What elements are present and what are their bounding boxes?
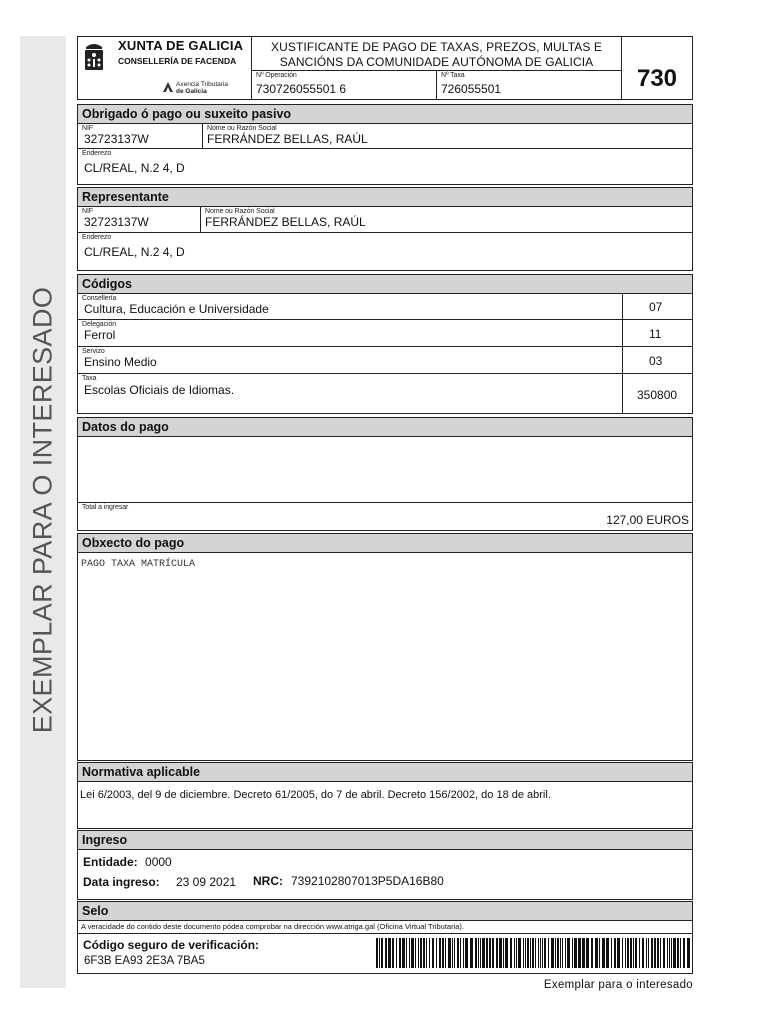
barcode-bar [460,938,461,968]
representante-nif-field: NIF 32723137W [77,207,201,233]
barcode-bar [680,938,681,968]
barcode-bar [445,938,446,968]
code-row-servizo: Servizo Ensino Medio 03 [77,347,693,374]
nrc-value: 7392102807013P5DA16B80 [291,874,444,888]
barcode-bar [381,938,383,968]
barcode-bar [475,938,477,968]
title-cell [252,36,622,100]
barcode-bar [470,938,473,968]
barcode-bar [385,938,387,968]
obligado-name-field: Nome ou Razón Social FERRÁNDEZ BELLAS, RAÚL [203,124,693,149]
barcode-bar [557,938,559,968]
verification-box: Código seguro de verificación: 6F3B EA93 2E3A 7BA5 [77,934,693,974]
barcode-bar [415,938,416,968]
barcode-bar [418,938,419,968]
barcode-bar [379,938,380,968]
barcode-bar [411,938,414,968]
galicia-crest-icon [82,39,106,75]
barcode-bar [635,938,637,968]
barcode-bar [657,938,659,968]
copy-label: Exemplar para o interesado [543,979,693,991]
total-amount: 127,00 EUROS [606,513,689,527]
barcode-bar [514,938,515,968]
barcode-bar [530,938,531,968]
agency-logo-icon [162,81,174,93]
barcode-bar [642,938,644,968]
side-label: EXEMPLAR PARA O INTERESADO [27,286,58,734]
barcode-bar [572,938,573,968]
logo-cell [77,36,252,100]
barcode-bar [426,938,427,968]
barcode-bar [551,938,554,968]
barcode-bar [654,938,656,968]
barcode-bar [454,938,455,968]
barcode-bar [486,938,488,968]
regulation-box [77,782,693,829]
barcode-bar [402,938,405,968]
barcode-bar [376,938,378,968]
verification-code: 6F3B EA93 2E3A 7BA5 [84,955,205,967]
deposit-box: Entidade: 0000 Data ingreso: 23 09 2021 NRC: 7392102807013P5DA16B80 [77,850,693,900]
barcode-bar [673,938,676,968]
section-heading-datos-pago: Datos do pago [77,417,693,437]
barcode-bar [489,938,491,968]
barcode-bar [578,938,581,968]
barcode-bar [538,938,539,968]
barcode-bar [663,938,665,968]
barcode-bar [496,938,498,968]
barcode-bar [525,938,526,968]
barcode-bar [544,938,546,968]
barcode-bar [482,938,485,968]
barcode-bar [574,938,577,968]
entity-value: 0000 [145,855,172,869]
barcode-bar [527,938,529,968]
barcode-bar [671,938,672,968]
barcode-bar [406,938,407,968]
barcode-bar [599,938,600,968]
barcode-bar [627,938,629,968]
barcode-bar [503,938,504,968]
barcode-bar [448,938,451,968]
barcode-bar [667,938,668,968]
barcode-bar [683,938,685,968]
section-heading-obligado: Obrigado ó pago ou suxeito pasivo [77,104,693,124]
code-row-taxa: Taxa Escolas Oficiais de Idiomas. 350800 [77,374,693,414]
barcode-bar [560,938,561,968]
payment-purpose-text: PAGO TAXA MATRÍCULA [81,559,196,570]
section-heading-ingreso: Ingreso [77,830,693,850]
barcode-bar [436,938,437,968]
barcode-bar [499,938,502,968]
barcode-bar [510,938,512,968]
org-name: XUNTA DE GALICIA [118,38,244,53]
barcode-bar [392,938,394,968]
verification-note: A veracidade do contido deste documento pódea comprobar na dirección www.atriga.gal (Oficina Virtual Tributaria). [77,921,693,934]
barcode-bar [420,938,422,968]
barcode-bar [388,938,391,968]
barcode-bar [442,938,444,968]
barcode-bar [648,938,649,968]
payment-purpose-box [77,553,693,761]
tax-number-field: Nº Taxa 726055501 [436,71,621,99]
barcode-bar [505,938,508,968]
form-number: 730 [622,36,693,100]
barcode-bar [423,938,425,968]
obligado-nif-field: NIF 32723137W [77,124,203,149]
representante-address-field: Enderezo CL/REAL, N.2 4, D [77,233,693,271]
barcode-bar [602,938,605,968]
department-name: CONSELLERÍA DE FACENDA [118,56,237,66]
barcode-bar [492,938,494,968]
barcode-bar [518,938,521,968]
operation-row [252,71,621,99]
code-row-conselleria: Consellería Cultura, Educación e Universidade 07 [77,294,693,320]
barcode-bar [586,938,589,968]
barcode-bar [452,938,453,968]
deposit-date: 23 09 2021 [176,875,237,889]
barcode-bar [677,938,679,968]
barcode-bar [432,938,434,968]
barcode-bar [439,938,441,968]
barcode-bar [429,938,430,968]
barcode-bar [625,938,626,968]
barcode-bar [399,938,401,968]
barcode-bar [614,938,616,968]
barcode-bar [478,938,479,968]
barcode-bar [606,938,609,968]
barcode-bar [687,938,690,968]
barcode-bar [532,938,534,968]
barcode-bar [591,938,593,968]
barcode-bar [409,938,410,968]
barcode-bar [622,938,623,968]
total-field: Total a ingresar 127,00 EUROS [77,503,693,531]
barcode-icon [376,938,690,968]
barcode-bar [617,938,620,968]
barcode-bar [562,938,563,968]
barcode-bar [669,938,670,968]
barcode-bar [548,938,549,968]
section-heading-representante: Representante [77,187,693,207]
barcode-bar [660,938,661,968]
regulation-text: Lei 6/2003, del 9 de diciembre. Decreto 61/2005, do 7 de abril. Decreto 156/2002, do 18 de abril. [80,789,551,801]
barcode-bar [565,938,566,968]
barcode-bar [542,938,543,968]
section-heading-normativa: Normativa aplicable [77,762,693,782]
barcode-bar [396,938,397,968]
barcode-bar [516,938,517,968]
barcode-bar [523,938,524,968]
barcode-bar [646,938,647,968]
barcode-bar [633,938,634,968]
barcode-bar [582,938,585,968]
barcode-bar [639,938,640,968]
form-header [77,36,693,100]
barcode-bar [595,938,598,968]
code-row-delegacion: Delegación Ferrol 11 [77,320,693,347]
barcode-bar [567,938,570,968]
section-heading-obxecto: Obxecto do pago [77,533,693,553]
obligado-address-field: Enderezo CL/REAL, N.2 4, D [77,149,693,185]
barcode-bar [535,938,536,968]
barcode-bar [457,938,459,968]
payment-form [77,36,693,991]
barcode-bar [630,938,632,968]
operation-number-field: Nº Operación 730726055501 6 [252,71,436,99]
barcode-bar [480,938,481,968]
barcode-bar [611,938,612,968]
section-heading-selo: Selo [77,901,693,921]
barcode-bar [555,938,556,968]
agency-name: Axencia Tributaria de Galicia [176,81,229,95]
document-title: XUSTIFICANTE DE PAGO DE TAXAS, PREZOS, MULTAS E SANCIÓNS DA COMUNIDADE AUTÓNOMA DE GALICIA [252,37,621,71]
payment-data-box [77,437,693,503]
barcode-bar [465,938,468,968]
section-heading-codigos: Códigos [77,274,693,294]
barcode-bar [540,938,541,968]
barcode-bar [651,938,653,968]
barcode-bar [463,938,464,968]
representante-name-field: Nome ou Razón Social FERRÁNDEZ BELLAS, RAÚL [201,207,693,233]
